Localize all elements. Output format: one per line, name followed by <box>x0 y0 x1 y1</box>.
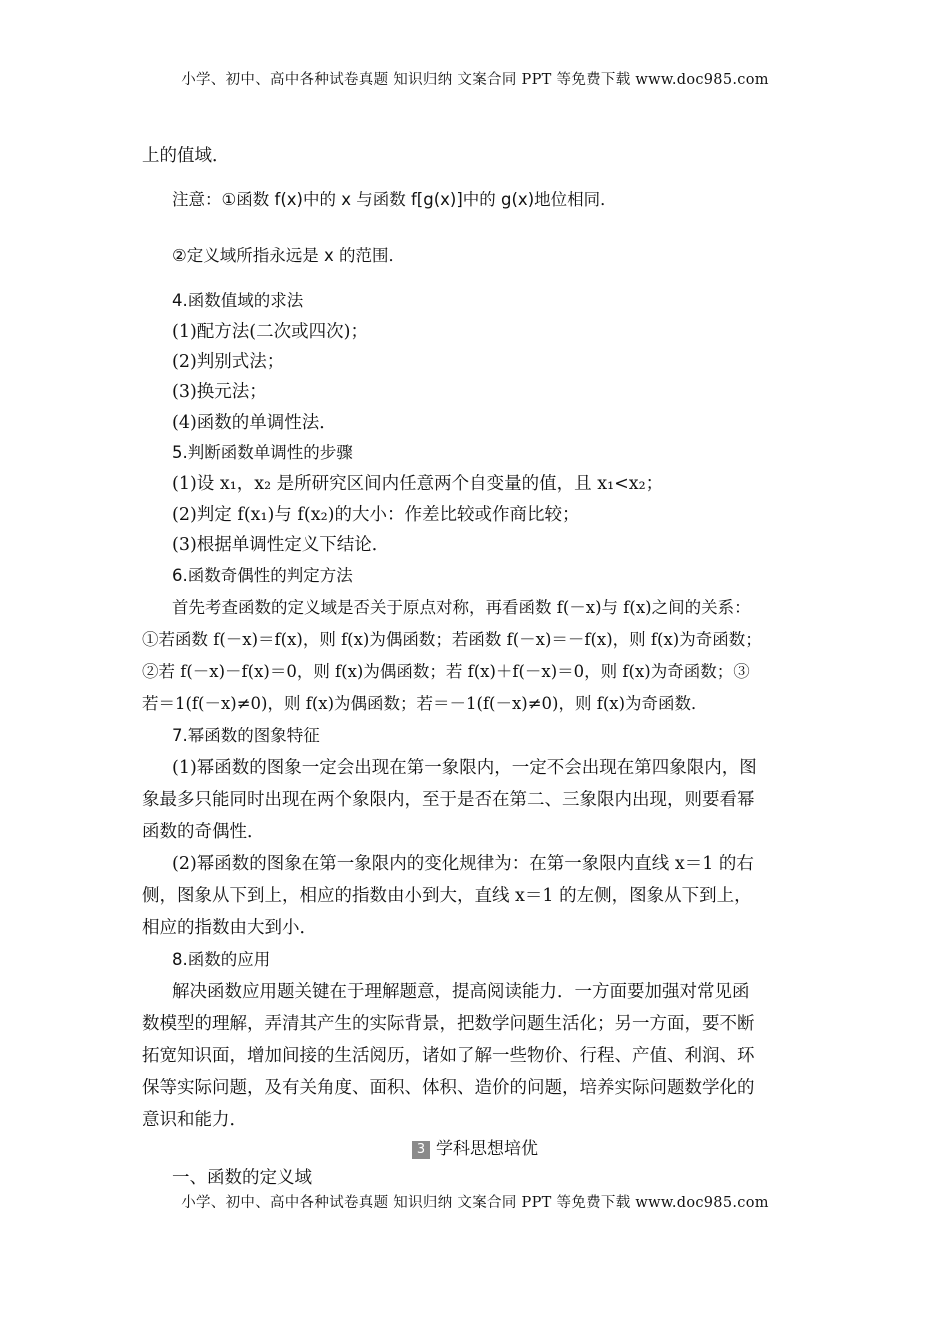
section-number-badge: 3 <box>412 1141 430 1159</box>
text-line: 侧，图象从下到上，相应的指数由小到大，直线 x＝1 的左侧，图象从下到上， <box>142 886 752 906</box>
text-line: (1)配方法(二次或四次)； <box>172 322 368 342</box>
text-line: (3)根据单调性定义下结论． <box>172 535 390 555</box>
text-line: 首先考查函数的定义域是否关于原点对称，再看函数 f(－x)与 f(x)之间的关系： <box>172 598 751 617</box>
section-title <box>0 1137 950 1161</box>
text-line: (1)幂函数的图象一定会出现在第一象限内，一定不会出现在第四象限内，图 <box>172 758 757 778</box>
page-footer: 小学、初中、高中各种试卷真题 知识归纳 文案合同 PPT 等免费下载 www.doc985.com <box>181 1195 769 1211</box>
subheading: 一、函数的定义域 <box>172 1168 312 1188</box>
text-line: 若＝1(f(－x)≠0)，则 f(x)为偶函数；若＝－1(f(－x)≠0)，则 f(x)为奇函数． <box>142 694 708 713</box>
text-line: ②若 f(－x)－f(x)＝0，则 f(x)为偶函数；若 f(x)＋f(－x)＝0，则 f(x)为奇函数；③ <box>142 662 750 681</box>
page-header: 小学、初中、高中各种试卷真题 知识归纳 文案合同 PPT 等免费下载 www.doc985.com <box>181 72 769 88</box>
text-line: 象最多只能同时出现在两个象限内，至于是否在第二、三象限内出现，则要看幂 <box>142 790 755 810</box>
text-line: 保等实际问题，及有关角度、面积、体积、造价的问题，培养实际问题数学化的 <box>142 1078 755 1098</box>
note-line: ②定义域所指永远是 x 的范围． <box>172 246 406 265</box>
text-line: 函数的奇偶性． <box>142 822 265 842</box>
text-line: 相应的指数由大到小． <box>142 918 317 938</box>
text-line: 解决函数应用题关键在于理解题意，提高阅读能力．一方面要加强对常见函 <box>172 982 750 1002</box>
text-line: 拓宽知识面，增加间接的生活阅历，诸如了解一些物价、行程、产值、利润、环 <box>142 1046 755 1066</box>
section-heading: 6.函数奇偶性的判定方法 <box>172 566 353 585</box>
text-line: 上的值域． <box>142 146 230 166</box>
section-heading: 4.函数值域的求法 <box>172 291 304 310</box>
text-line: ①若函数 f(－x)＝f(x)，则 f(x)为偶函数；若函数 f(－x)＝－f(x)，则 f(x)为奇函数； <box>142 630 762 649</box>
section-heading: 5.判断函数单调性的步骤 <box>172 443 353 462</box>
section-heading: 8.函数的应用 <box>172 950 271 969</box>
text-line: (3)换元法； <box>172 382 267 402</box>
text-line: (2)判定 f(x₁)与 f(x₂)的大小：作差比较或作商比较； <box>172 505 580 525</box>
section-heading: 7.幂函数的图象特征 <box>172 726 320 745</box>
section-title-text: 学科思想培优 <box>436 1139 538 1159</box>
text-line: (2)幂函数的图象在第一象限内的变化规律为：在第一象限内直线 x＝1 的右 <box>172 854 754 874</box>
text-line: 数模型的理解，弄清其产生的实际背景，把数学问题生活化；另一方面，要不断 <box>142 1014 755 1034</box>
text-line: 意识和能力． <box>142 1110 247 1130</box>
text-line: (4)函数的单调性法． <box>172 413 337 433</box>
text-line: (2)判别式法； <box>172 352 285 372</box>
text-line: (1)设 x₁，x₂ 是所研究区间内任意两个自变量的值，且 x₁<x₂； <box>172 474 664 494</box>
note-line: 注意：①函数 f(x)中的 x 与函数 f[g(x)]中的 g(x)地位相同． <box>172 190 617 209</box>
